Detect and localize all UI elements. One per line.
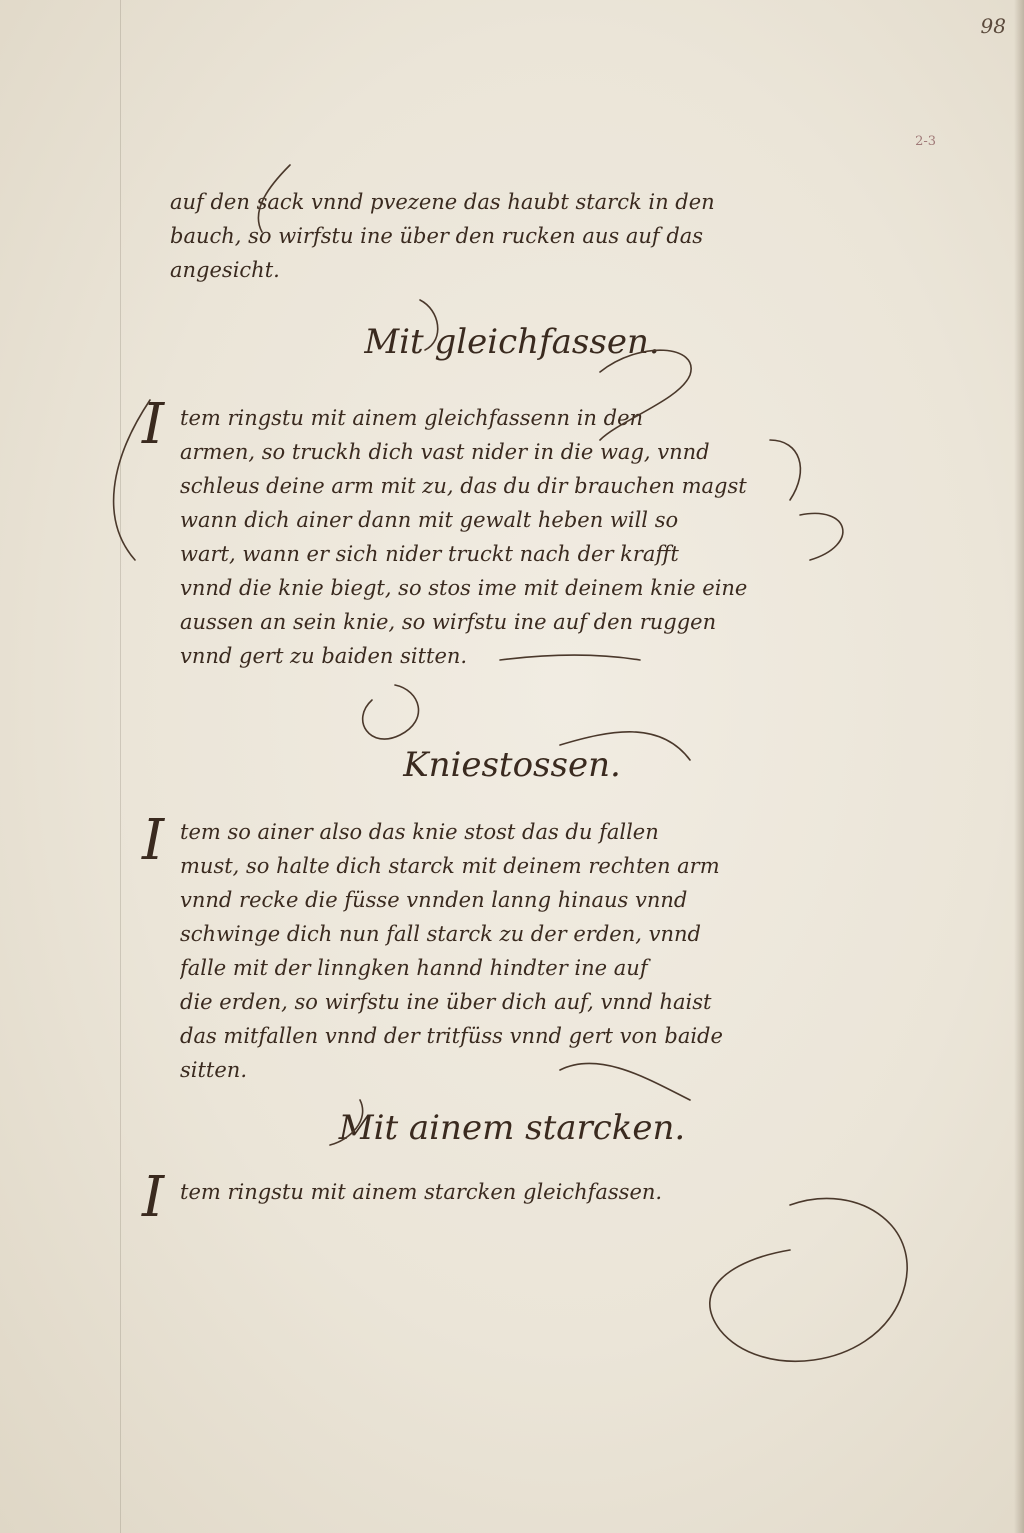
- flourish-stroke: [363, 685, 419, 739]
- text-line: schleus deine arm mit zu, das du dir brauchen magst: [180, 476, 747, 498]
- text-line: wann dich ainer dann mit gewalt heben will so: [180, 510, 679, 532]
- text-line: aussen an sein knie, so wirfstu ine auf den ruggen: [180, 612, 717, 634]
- text-line: tem ringstu mit ainem starcken gleichfassen.: [180, 1182, 663, 1204]
- text-line: must, so halte dich starck mit deinem rechten arm: [180, 856, 720, 878]
- text-line: tem ringstu mit ainem gleichfassenn in den: [180, 408, 644, 430]
- text-line: vnnd gert zu baiden sitten.: [180, 646, 468, 668]
- section2-paragraph: [180, 822, 840, 1094]
- section3-paragraph: [180, 1182, 840, 1216]
- folio-number: 98: [980, 14, 1006, 38]
- text-line: vnnd recke die füsse vnnden lanng hinaus vnnd: [180, 890, 688, 912]
- text-line: armen, so truckh dich vast nider in die wag, vnnd: [180, 442, 710, 464]
- pencil-mark: 2-3: [915, 134, 936, 149]
- text-line: schwinge dich nun fall starck zu der erden, vnnd: [180, 924, 701, 946]
- text-line: falle mit der linngken hannd hindter ine auf: [180, 958, 648, 980]
- text-line: bauch, so wirfstu ine über den rucken aus auf das: [170, 226, 704, 248]
- text-line: das mitfallen vnnd der tritfüss vnnd gert von baide: [180, 1026, 723, 1048]
- text-line: sitten.: [180, 1060, 247, 1082]
- text-line: auf den sack vnnd pvezene das haubt starck in den: [170, 192, 715, 214]
- top-paragraph: [170, 192, 830, 294]
- text-line: wart, wann er sich nider truckt nach der krafft: [180, 544, 679, 566]
- section-heading-mit-gleichfassen: Mit gleichfassen.: [364, 322, 660, 362]
- section1-paragraph: [180, 408, 840, 680]
- flourish-stroke: [710, 1198, 907, 1361]
- paragraph-initial: I: [142, 1165, 165, 1230]
- paragraph-initial: I: [142, 808, 165, 873]
- section-heading-kniestossen: Kniestossen.: [403, 745, 621, 785]
- text-line: vnnd die knie biegt, so stos ime mit deinem knie eine: [180, 578, 748, 600]
- text-line: die erden, so wirfstu ine über dich auf, vnnd haist: [180, 992, 712, 1014]
- paragraph-initial: I: [142, 392, 165, 457]
- section-heading-mit-ainem-starcken: Mit ainem starcken.: [338, 1108, 686, 1148]
- text-line: tem so ainer also das knie stost das du fallen: [180, 822, 659, 844]
- text-line: angesicht.: [170, 260, 280, 282]
